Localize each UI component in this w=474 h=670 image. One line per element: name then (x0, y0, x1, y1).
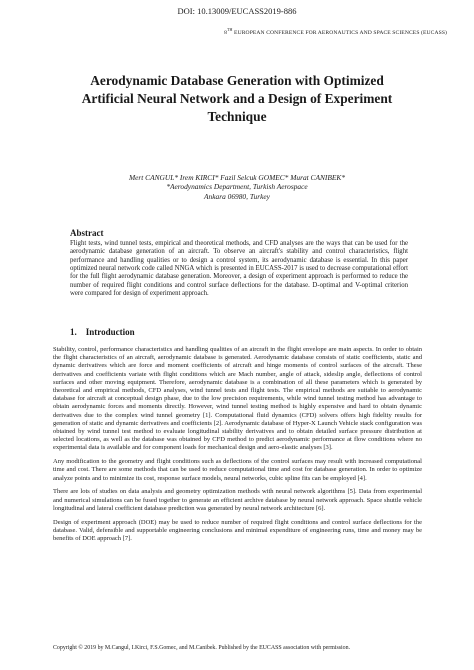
conference-number: 8 (224, 29, 228, 36)
author-names: Mert CANGUL* Irem KIRCI* Fazil Selcuk GOMEC* Murat CANIBEK* (128, 173, 346, 182)
title-line: Technique (207, 109, 267, 124)
abstract-text: Flight tests, wind tunnel tests, empirical and theoretical methods, and CFD analyses are the ways that can be used for the aerodynamic database generation of an aircraft. To observe an aircraft's stability and control characteristics, flight performance and handling qualities or to design a control system, its aerodynamic database is essential. In this paper optimized neural network code called NNGA which is presented in EUCASS-2017 is used to decrease computational effort for the full flight aerodynamic database generation. Moreover, a design of experiment approach is performed to reduce the number of required flight conditions and control surface deflections for the database. D-optimal and V-optimal criterion were compared for design of experiment approach. (70, 240, 408, 298)
section-number: 1. (70, 327, 77, 337)
body-paragraph: Any modification to the geometry and flight conditions such as deflections of the control surfaces may result with increased computational time and cost. There are some methods that can be used to reduce computational time and cost for database generation. In order to optimize analyze points and to minimize its cost, response surface models, neural networks, cubic spline fits can be employed [4]. (53, 458, 422, 482)
author-affiliation: *Aerodynamics Department, Turkish Aerospace (166, 182, 308, 192)
body-paragraph: Stability, control, performance characteristics and handling qualities of an aircraft in the flight envelope are main aspects. In order to obtain the flight characteristics of an aircraft, aerodynamic database is generated. Aerodynamic database consists of static coefficients, static and dynamic derivatives which are force and moment coefficients of aircraft and hinge moments of control surfaces of the aircraft. These derivatives and coefficients variate with flight conditions which are Mach number, angle of attack, sideslip angle, deflections of control surfaces and other moving equipment. Therefore, aerodynamic database is a combination of all these parameters which is generated by theoretical and empirical methods, CFD analyses, wind tunnel tests and flight tests. The empirical methods are suitable to aerodynamic database for aircraft at conceptual design phase, due to the low precision requirements, while wind tunnel testing method has advantage to obtain aerodynamic forces and moments directly. However, wind tunnel testing method is highly expensive and hard to obtain dynamic derivatives due to the complex wind tunnel geometry [1]. Computational fluid dynamics (CFD) solvers offers high fidelity results for generation of static and dynamic derivatives and coefficients [2]. Aerodynamic database of Hyper-X Launch Vehicle stack configuration was obtained by wind tunnel test method to evaluate longitudinal stability derivatives and to obtain detailed surface pressure distribution at selected locations, as well as the database was obtained by CFD method to predict aerodynamic performance at flow conditions where no experimental data is available and for component loads for mechanical design and aero-elastic analyses [3]. (53, 346, 422, 452)
paper-title (40, 72, 434, 126)
title-line: Aerodynamic Database Generation with Optimized (90, 73, 384, 88)
introduction-body (53, 346, 422, 549)
section-heading-introduction (70, 327, 135, 337)
conference-ordinal: TH (227, 27, 233, 32)
title-line: Artificial Neural Network and a Design of Experiment (81, 91, 393, 106)
author-location: Ankara 06980, Turkey (204, 191, 270, 201)
author-block (40, 173, 434, 201)
doi-header: DOI: 10.13009/EUCASS2019-886 (177, 6, 297, 16)
body-paragraph: There are lots of studies on data analysis and geometry optimization methods with neural network algorithms [5]. Data from experimental and numerical simulations can be fused together to generate an efficient archive database by neural network approach. Space shuttle vehicle longitudinal and lateral coefficient database prediction was generated by neural network architecture [6]. (53, 488, 422, 512)
conference-header (224, 27, 447, 36)
body-paragraph: Design of experiment approach (DOE) may be used to reduce number of required flight conditions and control surface deflections for the database. Valid, defensible and supportable engineering conclusions and minimal expenditure of engineering runs, time and money may be benefits of DOE approach [7]. (53, 518, 422, 543)
section-title: Introduction (85, 327, 135, 337)
conference-name: EUROPEAN CONFERENCE FOR AERONAUTICS AND SPACE SCIENCES (EUCASS) (232, 29, 447, 36)
abstract-heading: Abstract (70, 228, 104, 238)
copyright-notice: Copyright © 2019 by M.Cangul, I.Kirci, F.S.Gomec, and M.Canibek. Published by the EUCASS association with permission. (53, 645, 351, 651)
